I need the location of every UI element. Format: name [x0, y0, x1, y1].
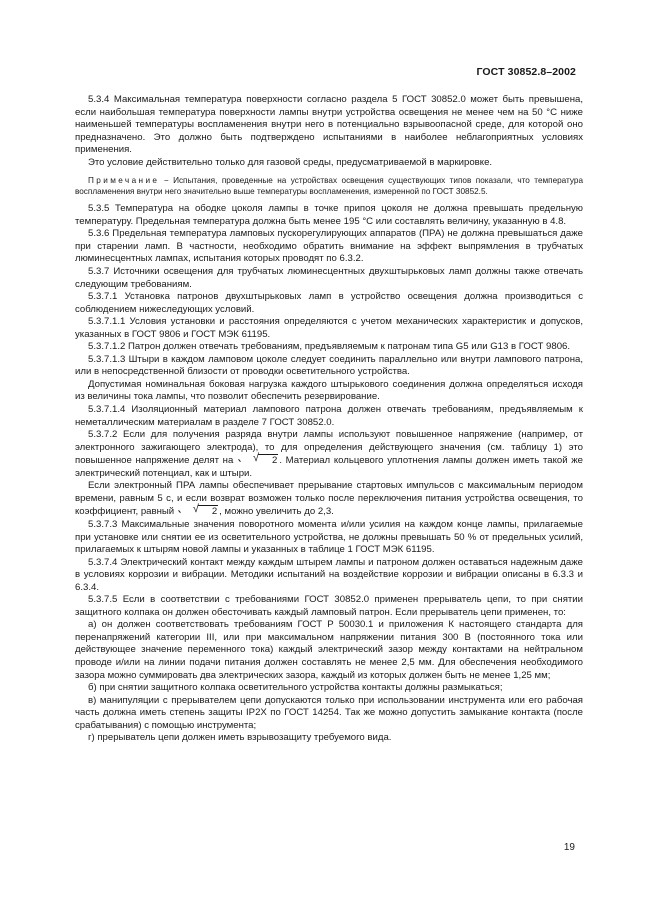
paragraph-5-3-7-3: 5.3.7.3 Максимальные значения поворотного момента и/или усилия на каждом конце лампы, прилагаемые при установке или снятии ее из осветительного устройства, не должны превышать 50 % от предельных усилий, прилагаемых к штырям новой лампы и указанных в таблице 1 ГОСТ МЭК 61195. — [75, 518, 583, 556]
note-label: Примечание — [88, 176, 160, 186]
paragraph-5-3-7-1-1: 5.3.7.1.1 Условия установки и расстояния определяются с учетом механических характеристик и допусков, указанных в ГОСТ 9806 и ГОСТ МЭК 61195. — [75, 316, 583, 340]
paragraph-5-3-7-4: 5.3.7.4 Электрический контакт между каждым штырем лампы и патроном должен оставаться надежным даже в условиях коррозии и вибрации. Методики испытаний на воздействие коррозии и вибрации описаны в 6.3.3 и 6.3.4. — [75, 556, 583, 593]
paragraph-5-3-7-2 — [75, 429, 583, 480]
list-item-b: б) при снятии защитного колпака осветительного устройства контакты должны размыкаться; — [88, 682, 503, 694]
paragraph-electronic-ballast — [75, 480, 583, 519]
paragraph-5-3-5: 5.3.5 Температура на ободке цоколя лампы в точке припоя цоколя не должна превышать предельную температуру. Предельная температура должна быть менее 195 °С или составлять величину, указанную в 4.8. — [75, 203, 583, 227]
paragraph-5-3-7-1-4: 5.3.7.1.4 Изоляционный материал лампового патрона должен отвечать требованиям, предъявляемым к неметаллическим материалам в разделе 7 ГОСТ 30852.0. — [75, 404, 583, 428]
sqrt-value: 2 — [198, 505, 218, 517]
page-number: 19 — [563, 842, 575, 853]
paragraph-lateral-load: Допустимая номинальная боковая нагрузка каждого штырькового соединения должна определяться исходя из величины тока лампы, что позволит обеспечить резервирование. — [75, 378, 583, 403]
document-body — [75, 94, 583, 745]
note-paragraph — [75, 175, 583, 197]
paragraph-5-3-7-1-2: 5.3.7.1.2 Патрон должен отвечать требованиям, предъявляемым к патронам типа G5 или G13 в ГОСТ 9806. — [88, 341, 571, 353]
list-item-g: г) прерыватель цепи должен иметь взрывозащиту требуемого вида. — [88, 732, 392, 744]
paragraph-5-3-7: 5.3.7 Источники освещения для трубчатых люминесцентных двухштырьковых ламп должны также отвечать следующим требованиям. — [75, 266, 583, 290]
paragraph-5-3-6: 5.3.6 Предельная температура ламповых пускорегулирующих аппаратов (ПРА) не должна превышаться даже при старении ламп. В частности, необходимо обратить внимание на эффект выпрямления в трубчатых люминесцентных лампах, испытания которых проводят по 6.3.2. — [75, 228, 583, 265]
sqrt-symbol: √ 2 — [238, 454, 278, 468]
paragraph-5-3-7-2-start: 5.3.7.2 Если для получения разряда внутри лампы используют повышенное напряжение (например, от электронного зажигающего электрода), то для определения действующего значения (см. таблицу 1) это повышенное напряжение делят на — [75, 429, 583, 467]
sqrt-value: 2 — [258, 454, 278, 466]
list-item-v: в) манипуляции с прерывателем цепи допускаются только при использовании инструмента или его рабочая часть должна иметь степень защиты IP2X по ГОСТ 14254. Так же можно допустить замыкание контакта (после срабатывания) с помощью инструмента; — [75, 694, 583, 731]
paragraph-5-3-4: 5.3.4 Максимальная температура поверхности согласно раздела 5 ГОСТ 30852.0 может быть превышена, если наибольшая температура поверхности лампы внутри устройства освещения не менее чем на 50 °С ниже наименьшей температуры воспламенения внутри него в потенциально взрывоопасной среде, для которой оно предназначено. Это должно быть подтверждено испытаниями в наиболее неблагоприятных условиях применения. — [75, 94, 583, 156]
paragraph-electronic-ballast-end: , можно увеличить до 2,3. — [219, 506, 334, 518]
sqrt-symbol: √ 2 — [178, 505, 218, 519]
note-text: − Испытания, проведенные на устройствах освещения существующих типов показали, что температура воспламенения внутри него значительно выше температуры воспламенения, измеренной по ГОСТ 30852.5. — [75, 176, 583, 197]
paragraph-5-3-7-1: 5.3.7.1 Установка патронов двухштырьковых ламп в устройство освещения должна производиться с соблюдением нижеследующих условий. — [75, 291, 583, 315]
paragraph-5-3-7-2-end: . Материал кольцевого уплотнения лампы должен иметь такой же электрический потенциал, как и штыри. — [75, 455, 584, 479]
paragraph-gas-condition: Это условие действительно только для газовой среды, предусматриваемой в маркировке. — [88, 156, 493, 168]
paragraph-electronic-ballast-start: Если электронный ПРА лампы обеспечивает прерывание стартовых импульсов с максимальным периодом времени, равным 5 с, и если возврат возможен только после переключения питания устройства освещения, то коэффициент, равный — [75, 480, 583, 518]
paragraph-5-3-7-5: 5.3.7.5 Если в соответствии с требованиями ГОСТ 30852.0 применен прерыватель цепи, то при снятии защитного колпака он должен обесточивать каждый ламповый патрон. Если прерыватель цепи применен, то: — [75, 594, 583, 618]
standard-code-header: ГОСТ 30852.8–2002 — [476, 66, 576, 78]
list-item-a: а) он должен соответствовать требованиям ГОСТ Р 50030.1 и приложения К настоящего стандарта для перенапряжений категории III, или при максимальном напряжении питания 300 В (постоянного тока или действующее значение переменного тока) каждый электрический зазор между контактами на нейтральном проводе и/или на линии подачи питания должен составлять не менее 2,5 мм. Для обеспечения необходимого зазора можно суммировать два электрических зазора, каждый из которых должен быть не менее 1,25 мм; — [75, 619, 583, 681]
paragraph-5-3-7-1-3: 5.3.7.1.3 Штыри в каждом ламповом цоколе следует соединить параллельно или внутри лампового патрона, или в непосредственной близости от проводки осветительного устройства. — [75, 353, 583, 378]
